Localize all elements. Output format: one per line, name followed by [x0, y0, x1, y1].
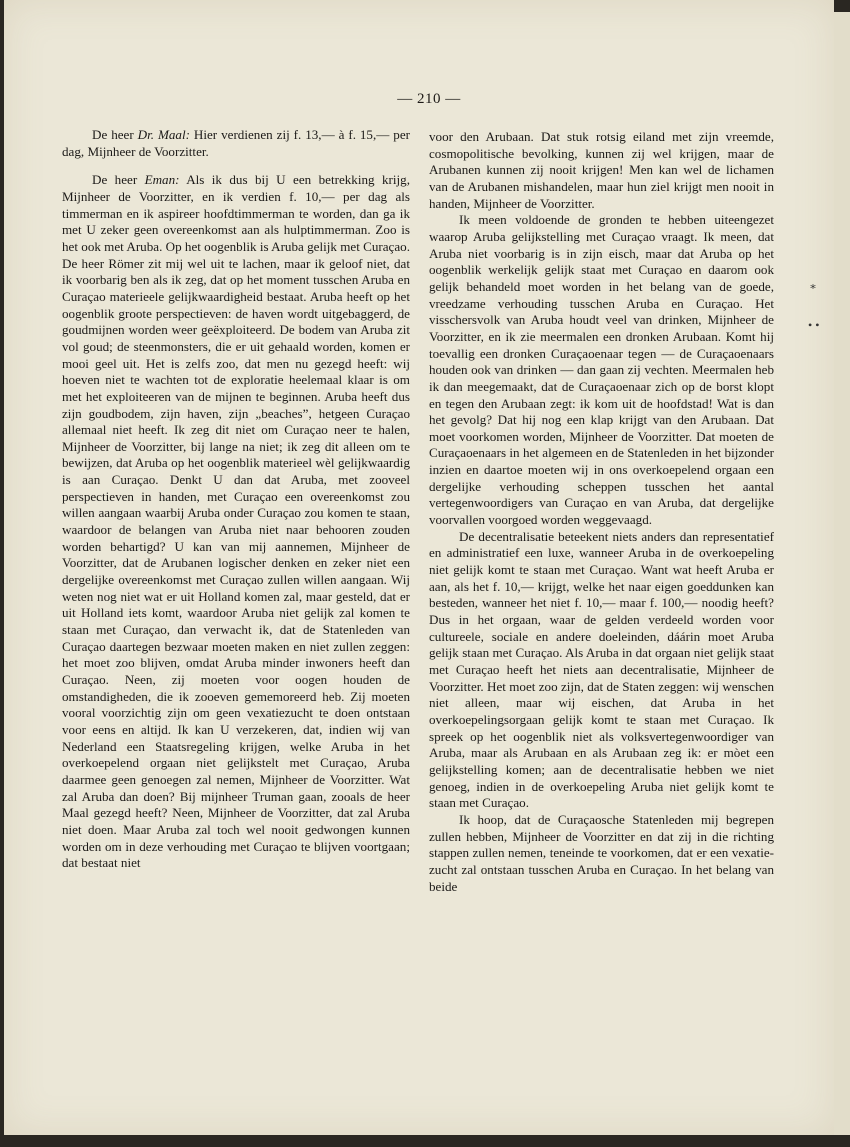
paragraph-eman — [62, 172, 410, 872]
adjacent-page-edge — [834, 12, 850, 1135]
speaker-name: Eman: — [144, 172, 180, 188]
margin-mark: ⁎ — [810, 278, 816, 292]
page-number: — 210 — — [397, 91, 461, 107]
paragraph-text: Hier verdienen zij f. 13,— à f. 15,— per dag, Mijnheer de Voorzitter. — [62, 127, 410, 159]
margin-dots: • • — [808, 318, 820, 332]
document-page — [4, 0, 834, 1135]
paragraph-decentralisatie: De decentralisatie beteekent niets anders dan representatief en administratief een luxe, wanneer Aruba in de overkoepeling niet gelijk komt te staan met Curaçao. Want wat heeft Aruba er aan, als het f. 10,— krijgt, welke het naar eigen goeddunken kan besteden, wanneer het niet f. 10,— maar f. 100,— noodig heeft? Dus in het orgaan, waar de gelden verdeeld worden voor cultureele, sociale en andere doeleinden, dáárin moet Aruba gelijk staan met Curaçao. Als Aruba in dat orgaan niet gelijk staat met Curaçao heeft het niets aan decentralisatie, Mijnheer de Voorzitter. Het moet zoo zijn, dat de Staten zeggen: wij wenschen niet alleen, maar wij eischen, dat Aruba in het overkoepelingsorgaan gelijk komt te staan met Curaçao. Ik spreek op het oogenblik niet als volksvertegenwoordiger van Aruba, maar als Arubaan en als Arubaan zeg ik: er mòet een gelijkstelling komen; aan de decentralisatie hebben we niet genoeg, indien in de overkoepeling Aruba niet gelijk komt te staan met Curaçao. — [429, 528, 774, 811]
left-column — [62, 127, 410, 872]
right-column — [429, 129, 774, 895]
paragraph-conclusion: Ik hoop, dat de Curaçaosche Statenleden mij begrepen zullen hebben, Mijnheer de Voorzitter en dat zij in die richting stappen zullen nemen, teneinde te voorkomen, dat er een vexatie-zucht zal ontstaan tusschen Aruba en Curaçao. In het belang van beide — [429, 811, 774, 894]
paragraph-continued: voor den Arubaan. Dat stuk rotsig eiland met zijn vreemde, cosmopolitische bevolking, kunnen zij wel krijgen, maar de Arubanen kunnen zij nooit krijgen! Men kan wel de lichamen van de Arubanen mishandelen, maar hun ziel krijgt men nooit in handen, Mijnheer de Voorzitter. — [429, 129, 774, 211]
speaker-prefix: De heer — [92, 172, 145, 188]
paragraph-gelijkstelling: Ik meen voldoende de gronden te hebben uiteengezet waarop Aruba gelijkstelling met Curaçao vraagt. Ik meen, dat Aruba niet voorbarig is in zijn eisch, maar dat Aruba op het oogenblik werkelijk gelijk staat met Curaçao en daarom ook gelijk behandeld moet worden in het belang van de goede, vreedzame verhouding tusschen Aruba en Curaçao. Het visschersvolk van Aruba houdt veel van drinken, Mijnheer de Voorzitter, en ik zie meermalen een dronken Arubaan. Komt hij toevallig een dronken Curaçaoenaar tegen — de Curaçaoenaars houden ook van drinken — dan gaan zij vechten. Meermalen heb ik dan meegemaakt, dat de Curaçaoenaar zich op de borst klopt en tegen den Arubaan zegt: ik kom uit de hoofdstad! Wat is dan het gevolg? Dat hij nog een klap krijgt van den Arubaan. Dat moet voorkomen worden, Mijnheer de Voorzitter. Dat moeten de Curaçaoenaars in het algemeen en de Statenleden in het bijzonder inzien en daartoe moeten wij in ons overkoepelend orgaan een dergelijke verhouding scheppen tusschen het aantal vertegenwoordigers van Curaçao en van Aruba, dat dergelijke voorvallen voorgoed worden weggevaagd. — [429, 212, 774, 528]
speaker-name: Dr. Maal: — [137, 127, 190, 142]
speaker-prefix: De heer — [92, 127, 138, 142]
paragraph-text: Als ik dus bij U een betrekking krijg, Mijnheer de Voorzitter, en ik verdien f. 10,— per dag als timmerman en ik aspireer hoofdtimmerman te worden, dan ga ik met U zeker geen overeenkomst aan als hulptimmerman. Zoo is het ook met Aruba. Op het oogenblik is Aruba gelijk met Curaçao. De heer Römer zit mij wel uit te lachen, maar ik geloof niet, dat ik voorbarig ben als ik zeg, dat op het moment tusschen Aruba en Curaçao materieele gelijkwaardigheid bestaat. Aruba heeft op het oogenblik groote perspectieven: de haven wordt uitgebaggerd, de goudmijnen worden weer geëxploiteerd. De bodem van Aruba zit vol goud; de steenmonsters, die er uit gehaald worden, komen er mooi geel uit. Het is zelfs zoo, dat men nu gezegd heeft: wij hoeven niet te wachten tot de exploratie heelemaal klaar is om met het exploiteeren van de mijnen te beginnen. Aruba heeft dus zijn goudbodem, zijn haven, zijn „beaches”, hetgeen Curaçao allemaal niet heeft. Ik zeg dit niet om Curaçao neer te halen, Mijnheer de Voorzitter, bij lange na niet; ik zeg dit alleen om te bewijzen, dat Aruba op het oogenblik materieel wèl gelijkwaardig is aan Curaçao. Denkt U dan dat Aruba, met zooveel perspectieven in handen, met Curaçao een overeenkomst zou willen aangaan waarbij Aruba onder Curaçao zou komen te staan, waardoor de belangen van Aruba niet naar behooren zouden worden behartigd? U kan van mij aannemen, Mijnheer de Voorzitter, dat de Arubanen logischer denken en zeker niet een dergelijke overeenkomst met Curaçao zullen willen aangaan. Wij weten nog niet wat er uit Holland komen zal, maar gesteld, dat er uit Holland iets komt, waardoor Aruba niet gelijk zal komen te staan met Curaçao, dan verwacht ik, dat de Statenleden van Curaçao daartegen bezwaar moeten maken en niet zullen zeggen: het moet zoo blijven, omdat Aruba minder inwoners heeft dan Curaçao. Neen, zij moeten voor oogen houden de omstandigheden, die ik zooeven gememoreerd heb. Zij moeten vooral voorzichtig zijn om geen vexatiezucht te doen ontstaan voor eens en altijd. Ik kan U verzekeren, dat, indien wij van Nederland een Staatsregeling krijgen, welke Aruba in het overkoepelend orgaan niet gelijkstelt met Curaçao, Aruba daarmee geen genoegen zal nemen, Mijnheer de Voorzitter. Wat zal Aruba dan doen? Bij mijnheer Truman gaan, zooals de heer Maal gezegd heeft? Neen, Mijnheer de Voorzitter, dat zal Aruba niet doen. Maar Aruba zal toch wel nooit gedwongen kunnen worden om in deze verhouding met Curaçao te blijven voortgaan; dat bestaat niet — [62, 172, 411, 871]
paragraph-maal — [62, 127, 410, 160]
